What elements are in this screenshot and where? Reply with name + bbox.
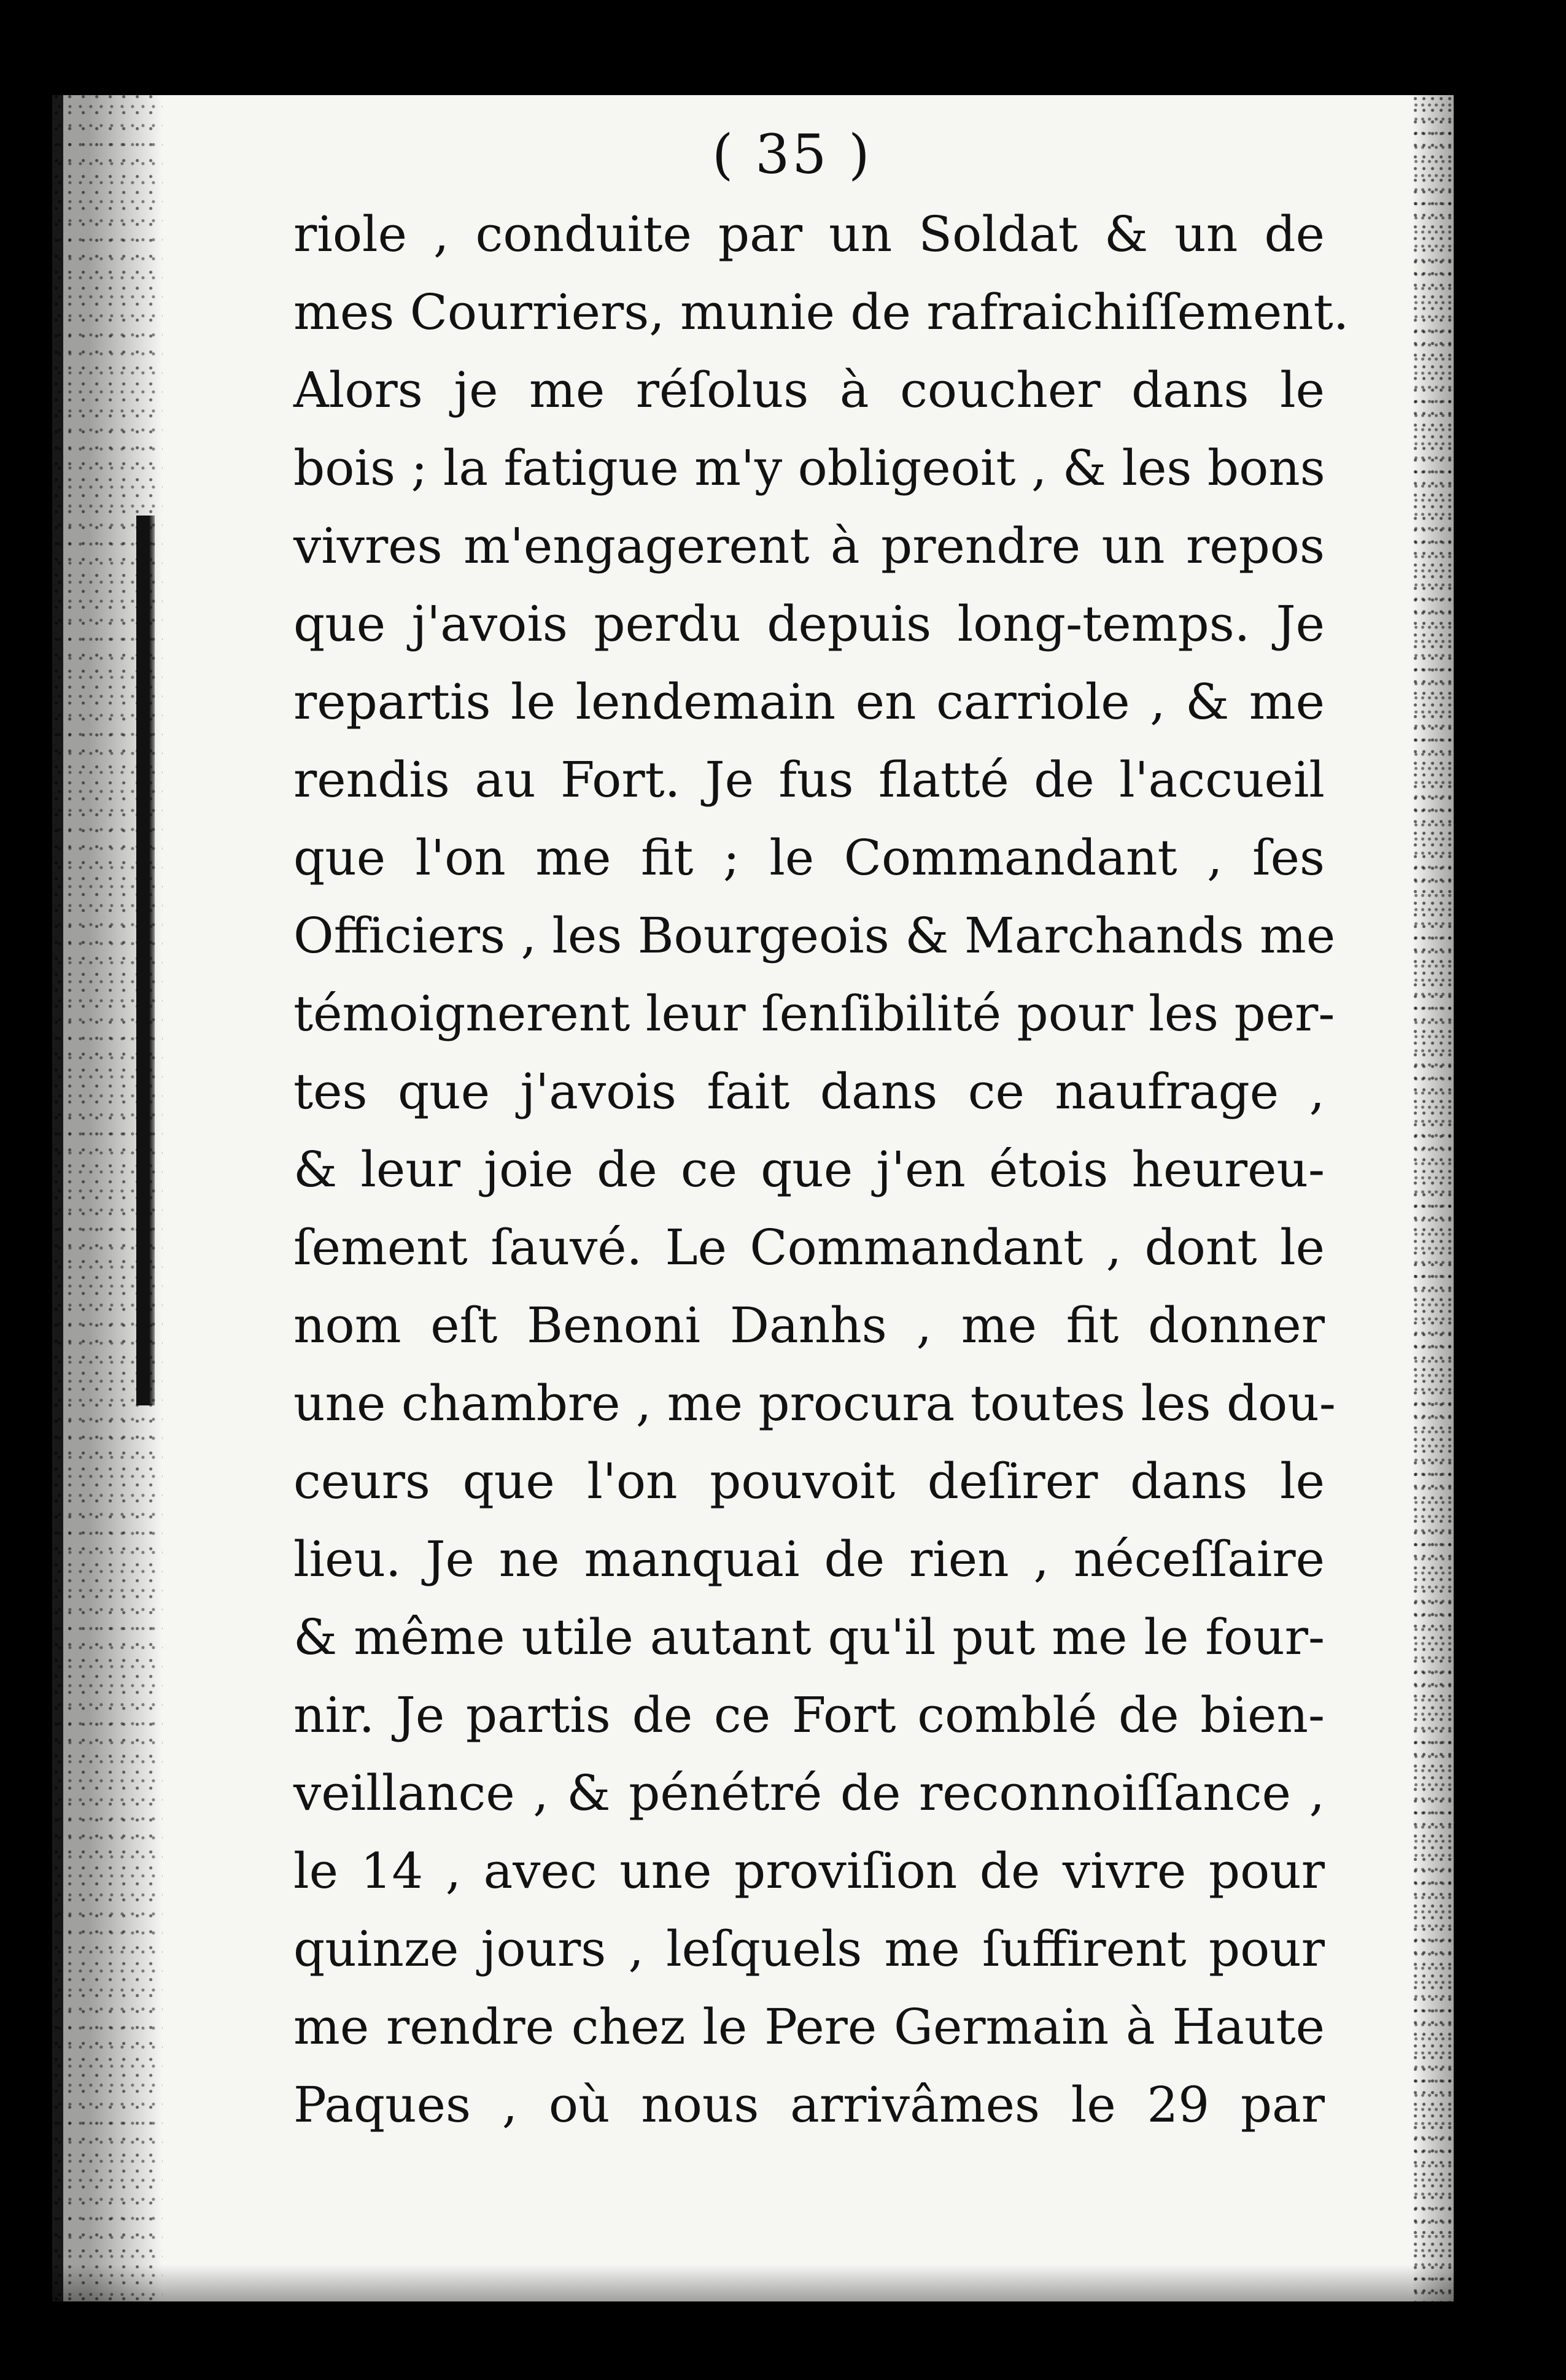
text-line: rendis au Fort. Je fus flatté de l'accueil: [293, 751, 1325, 808]
text-line: le 14 , avec une proviſion de vivre pour: [293, 1842, 1325, 1899]
text-line: vivres m'engagerent à prendre un repos: [293, 517, 1325, 574]
page-number: ( 35 ): [712, 123, 872, 186]
text-line: & leur joie de ce que j'en étois heureu-: [293, 1141, 1325, 1198]
text-line: me rendre chez le Pere Germain à Haute: [293, 1998, 1325, 2055]
bottom-page-edge: [52, 2265, 1510, 2301]
text-line: mes Courriers, munie de rafraichiſſement.: [293, 284, 1349, 341]
text-line: Alors je me réſolus à coucher dans le: [293, 361, 1325, 419]
text-line: Paques , où nous arrivâmes le 29 par: [293, 2076, 1325, 2133]
left-gutter-shadow: [136, 516, 155, 1405]
text-line: repartis le lendemain en carriole , & me: [293, 673, 1325, 730]
text-line: tes que j'avois fait dans ce naufrage ,: [293, 1063, 1325, 1120]
text-line: riole , conduite par un Soldat & un de: [293, 206, 1325, 263]
text-line: que l'on me fit ; le Commandant , ſes: [293, 829, 1325, 886]
text-line: quinze jours , leſquels me ſuffirent pour: [293, 1920, 1325, 1977]
text-line: lieu. Je ne manquai de rien , néceſſaire: [293, 1531, 1325, 1588]
text-line: & même utile autant qu'il put me le four-: [293, 1609, 1325, 1666]
text-line: veillance , & pénétré de reconnoiſſance ,: [293, 1764, 1325, 1822]
text-line: ceurs que l'on pouvoit deſirer dans le: [293, 1453, 1325, 1510]
right-page-edge: [1412, 95, 1510, 2301]
text-line: nom eſt Benoni Danhs , me fit donner: [293, 1297, 1325, 1354]
text-line: Officiers , les Bourgeois & Marchands me: [293, 907, 1336, 964]
body-text: [293, 195, 1349, 2144]
text-line: témoignerent leur ſenſibilité pour les per-: [293, 985, 1335, 1042]
text-line: bois ; la fatigue m'y obligeoit , & les bons: [293, 439, 1325, 496]
text-line: que j'avois perdu depuis long-temps. Je: [293, 595, 1325, 652]
text-line: ſement ſauvé. Le Commandant , dont le: [293, 1219, 1325, 1276]
text-line: nir. Je partis de ce Fort comblé de bien-: [293, 1686, 1325, 1744]
text-line: une chambre , me procura toutes les dou-: [293, 1375, 1336, 1432]
